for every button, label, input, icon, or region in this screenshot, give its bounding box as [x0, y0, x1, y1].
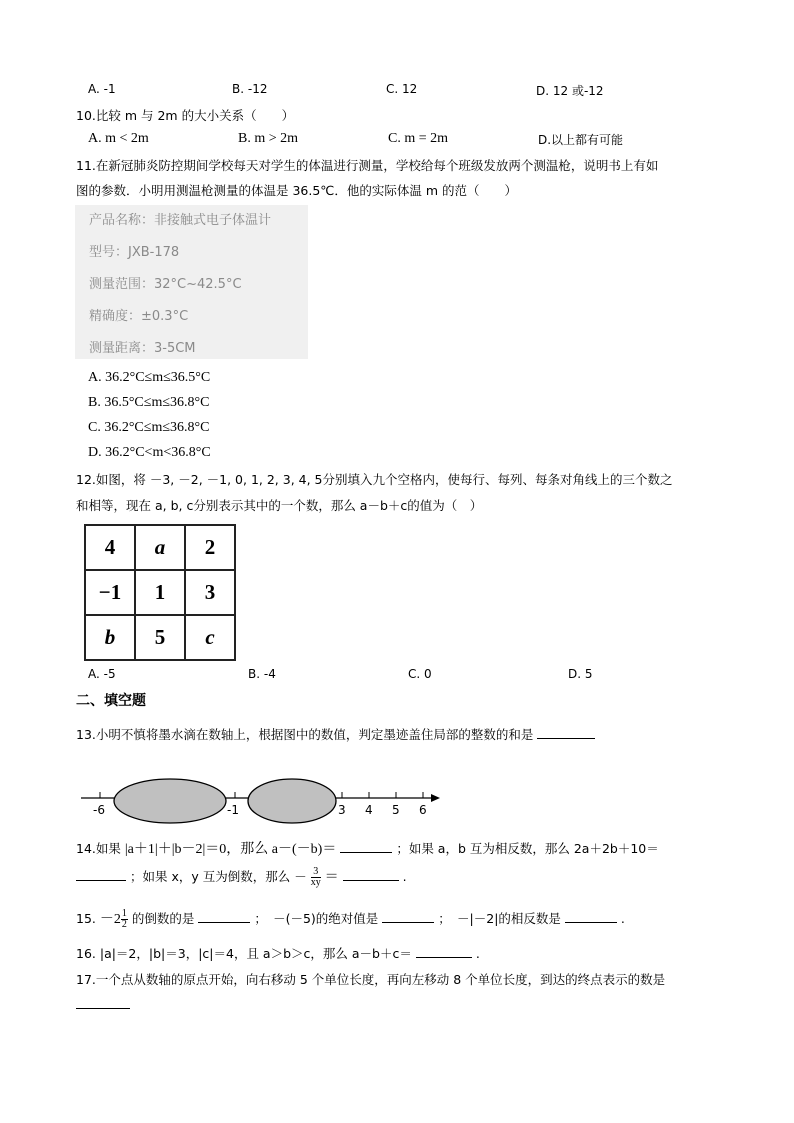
grid-cell: b	[85, 615, 135, 660]
answer-blank[interactable]	[416, 945, 472, 958]
q14-line1	[76, 838, 659, 858]
fraction-denominator: 2	[121, 919, 127, 930]
q12-option-d: D. 5	[568, 667, 593, 681]
grid-cell: −1	[85, 570, 135, 615]
q17-blank-line	[76, 996, 130, 1012]
q16-line	[76, 944, 480, 962]
q12-stem-line2: 和相等，现在 a, b, c分别表示其中的一个数，那么 a－b＋c的值为（ ）	[76, 498, 483, 513]
q10-stem: 10.比较 m 与 2m 的大小关系（ ）	[76, 108, 295, 123]
q11-option-a: A. 36.2°C≤m≤36.5°C	[88, 370, 211, 385]
q12-stem-line1: 12.如图，将 －3, －2, －1, 0, 1, 2, 3, 4, 5分别填入九个空格内，使每行、每列、每条对角线上的三个数之	[76, 472, 673, 487]
spec-range: 测量范围：32°C~42.5°C	[89, 277, 242, 292]
q14-line2	[76, 866, 407, 888]
q11-stem-line1: 11.在新冠肺炎防控期间学校每天对学生的体温进行测量，学校给每个班级发放两个测温枪，说明书上有如	[76, 158, 659, 173]
q14-expression: |a＋1|＋|b－2|＝0，那么 a－(－b)＝	[124, 842, 337, 857]
axis-label: 6	[419, 803, 427, 817]
answer-blank[interactable]	[198, 910, 250, 923]
q14-text: 14.如果	[76, 841, 121, 856]
answer-blank[interactable]	[382, 910, 434, 923]
q16-text: 16. |a|＝2，|b|＝3，|c|＝4，且 a＞b＞c，那么 a－b＋c＝	[76, 946, 412, 961]
answer-blank[interactable]	[343, 868, 399, 881]
q12-option-b: B. -4	[248, 667, 276, 681]
q15-text: ； －(－5)的绝对值是	[254, 911, 379, 926]
grid-cell: 4	[85, 525, 135, 570]
section-title: 二、填空题	[76, 693, 146, 709]
grid-cell: 3	[185, 570, 235, 615]
answer-blank[interactable]	[565, 910, 617, 923]
fraction-numerator: 1	[121, 908, 127, 919]
q14-text: ；如果 x，y 互为倒数，那么 －	[129, 869, 307, 884]
q10-option-a: A. m < 2m	[88, 131, 149, 146]
axis-label: -6	[93, 803, 105, 817]
q14-text: ；如果 a，b 互为相反数，那么 2a＋2b＋10＝	[396, 841, 659, 856]
answer-blank[interactable]	[76, 996, 130, 1009]
number-line-figure	[78, 778, 448, 826]
q9-option-a: A. -1	[88, 82, 116, 96]
q15-line	[76, 908, 625, 930]
thermometer-spec-panel	[75, 205, 308, 359]
q12-option-a: A. -5	[88, 667, 116, 681]
grid-cell: a	[135, 525, 185, 570]
answer-blank[interactable]	[76, 868, 126, 881]
q9-option-d: D. 12 或-12	[536, 84, 604, 98]
q15-expression: －2	[99, 912, 121, 927]
q11-option-c: C. 36.2°C≤m≤36.8°C	[88, 420, 210, 435]
q16-text: .	[475, 946, 480, 961]
grid-cell: 1	[135, 570, 185, 615]
q11-option-b: B. 36.5°C≤m≤36.8°C	[88, 395, 210, 410]
fraction-numerator: 3	[311, 867, 321, 878]
q15-text: .	[620, 911, 625, 926]
axis-label: -1	[227, 803, 239, 817]
q9-option-c: C. 12	[386, 82, 418, 96]
ink-blot-left	[114, 779, 226, 823]
ink-blot-right	[248, 779, 336, 823]
q12-option-c: C. 0	[408, 667, 432, 681]
axis-label: 4	[365, 803, 373, 817]
grid-cell: 2	[185, 525, 235, 570]
q15-text: 的倒数的是	[131, 911, 195, 926]
fraction	[311, 867, 321, 888]
answer-blank[interactable]	[537, 726, 595, 739]
grid-cell: c	[185, 615, 235, 660]
axis-label: 3	[338, 803, 346, 817]
q15-text: 15.	[76, 911, 96, 926]
fraction-denominator: xy	[310, 877, 321, 888]
q11-stem-line2: 图的参数．小明用测温枪测量的体温是 36.5℃．他的实际体温 m 的范（ ）	[76, 183, 517, 198]
q10-option-c: C. m = 2m	[388, 131, 449, 146]
q9-option-b: B. -12	[232, 82, 268, 96]
magic-square-grid	[84, 524, 236, 661]
axis-label: 5	[392, 803, 400, 817]
grid-cell: 5	[135, 615, 185, 660]
q17-stem: 17.一个点从数轴的原点开始，向右移动 5 个单位长度，再向左移动 8 个单位长度，到达的终点表示的数是	[76, 972, 666, 987]
spec-model: 型号：JXB-178	[89, 245, 180, 260]
spec-accuracy: 精确度：±0.3°C	[89, 309, 189, 324]
fraction	[121, 909, 128, 930]
q15-text: ； －|－2|的相反数是	[438, 911, 561, 926]
q13-stem	[76, 725, 595, 743]
q10-option-d: D.以上都有可能	[538, 133, 624, 147]
spec-distance: 测量距离：3-5CM	[89, 341, 196, 356]
q10-option-b: B. m > 2m	[238, 131, 299, 146]
arrow-icon	[431, 794, 440, 802]
q13-stem-text: 13.小明不慎将墨水滴在数轴上，根据图中的数值，判定墨迹盖住局部的整数的和是	[76, 727, 534, 742]
q11-option-d: D. 36.2°C<m<36.8°C	[88, 445, 211, 460]
spec-product-name: 产品名称：非接触式电子体温计	[89, 213, 272, 228]
answer-blank[interactable]	[340, 840, 392, 853]
q14-text: .	[402, 869, 407, 884]
q14-text: ＝	[324, 870, 339, 885]
